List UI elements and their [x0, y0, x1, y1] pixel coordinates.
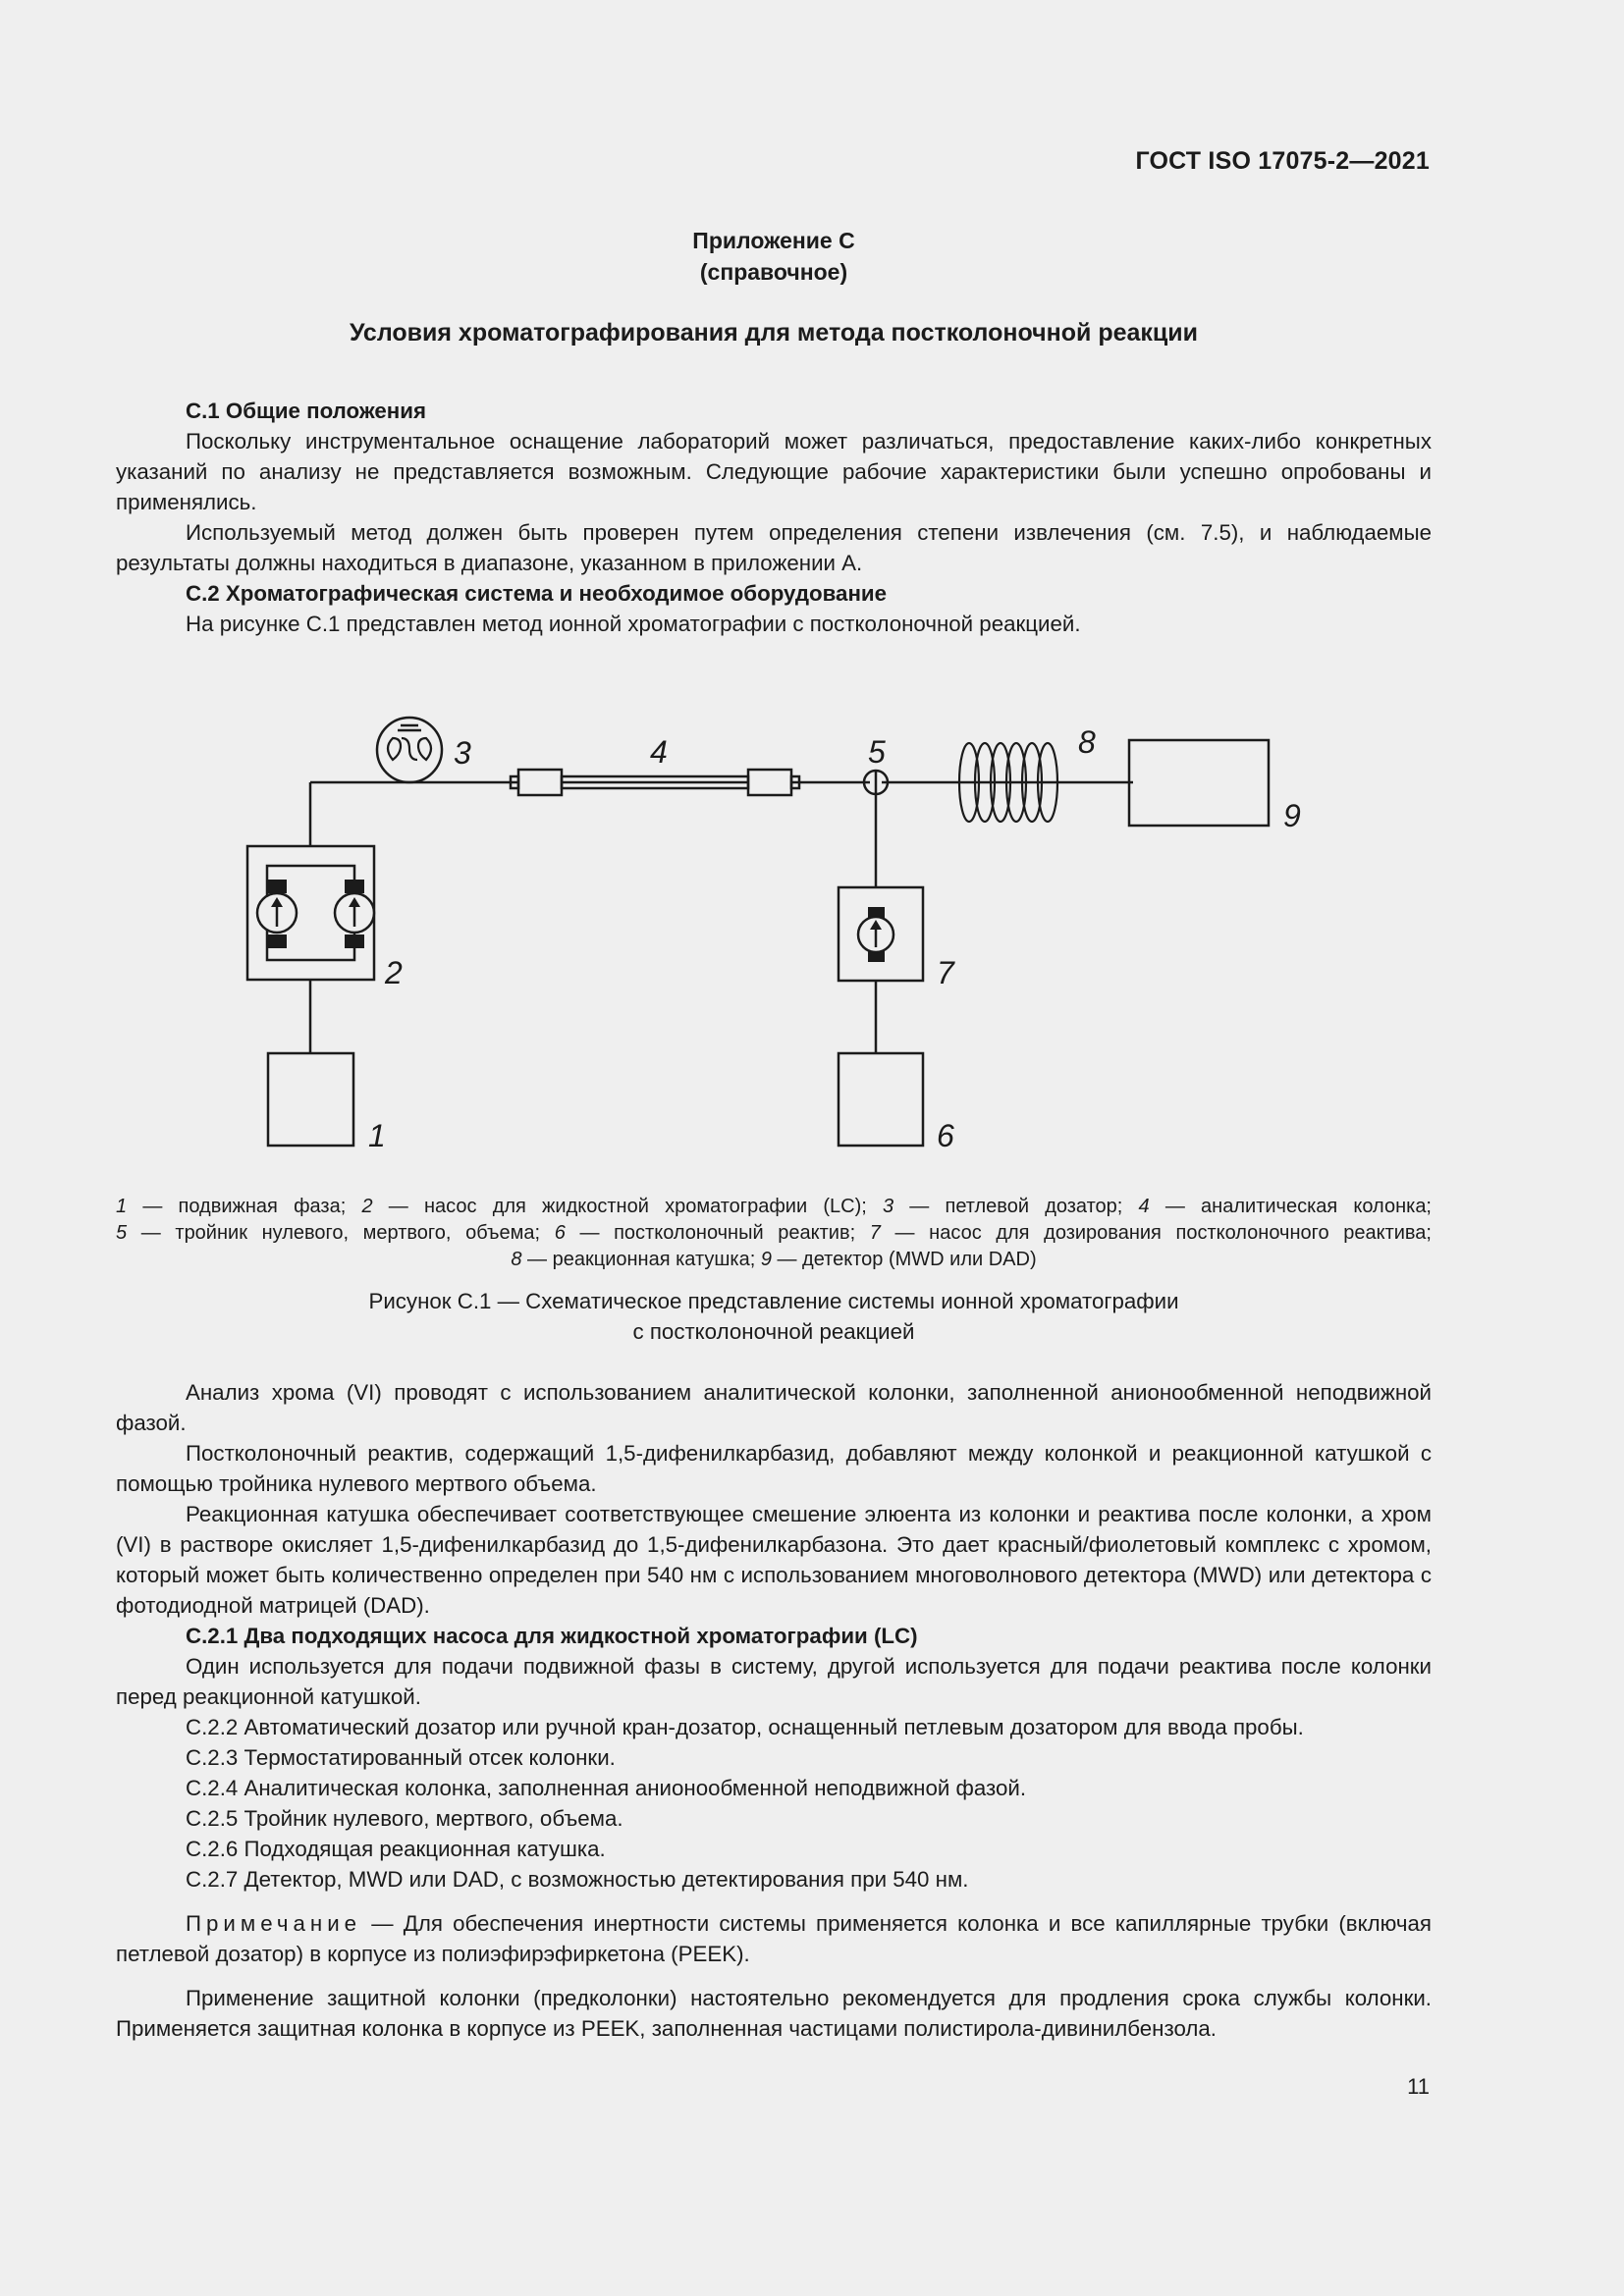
- label-2: 2: [385, 955, 403, 990]
- figure-caption: [116, 1286, 1432, 1347]
- label-4: 4: [650, 734, 668, 770]
- detector-box: [1129, 740, 1269, 826]
- list-item: С.2.3 Термостатированный отсек колонки.: [186, 1745, 616, 1770]
- list-item: С.2.7 Детектор, MWD или DAD, с возможностью детектирования при 540 нм.: [186, 1867, 969, 1892]
- label-6: 6: [937, 1118, 954, 1153]
- legend-line-3: 8 — реакционная катушка; 9 — детектор (MWD или DAD): [511, 1249, 1037, 1270]
- figure-legend: [116, 1194, 1432, 1273]
- label-5: 5: [868, 734, 886, 770]
- figure-caption-line-2: с постколоночной реакцией: [632, 1319, 915, 1344]
- annex-title: Приложение С: [692, 228, 855, 253]
- note-label: Примечание: [186, 1911, 362, 1936]
- section-c1: [116, 396, 1432, 639]
- page-number: 11: [1407, 2074, 1430, 2099]
- legend-line-2: 5 — тройник нулевого, мертвого, объема; 6 — постколоночный реактив; 7 — насос для дозирования постколоночного реактива;: [116, 1222, 1432, 1244]
- label-3: 3: [454, 735, 471, 771]
- section-c2-paragraph-1: На рисунке С.1 представлен метод ионной хроматографии с постколоночной реакцией.: [186, 612, 1081, 636]
- section-c1-paragraph-1: Поскольку инструментальное оснащение лабораторий может различаться, предоставление каких-либо конкретных указаний по анализу не представляется возможным. Следующие рабочие характеристики были успешно опробованы и применялись.: [116, 429, 1432, 514]
- note: [116, 1908, 1432, 1969]
- pump-head-left: [257, 880, 297, 948]
- postcolumn-reagent-box: [839, 1053, 923, 1146]
- list-item: С.2.6 Подходящая реакционная катушка.: [186, 1837, 606, 1861]
- label-7: 7: [937, 955, 954, 990]
- annex-subtitle: (справочное): [699, 259, 848, 285]
- list-item: С.2.2 Автоматический дозатор или ручной кран-дозатор, оснащенный петлевым дозатором для ввода пробы.: [186, 1715, 1304, 1739]
- ion-chromatography-schematic: [196, 687, 1424, 1158]
- document-code: ГОСТ ISO 17075-2—2021: [1135, 147, 1430, 175]
- pump-head-reagent: [858, 907, 893, 962]
- section-c1-paragraph-2: Используемый метод должен быть проверен путем определения степени извлечения (см. 7.5), и наблюдаемые результаты должны находиться в диапазоне, указанном в приложении А.: [116, 520, 1432, 575]
- list-item: С.2.4 Аналитическая колонка, заполненная анионообменной неподвижной фазой.: [186, 1776, 1027, 1800]
- label-9: 9: [1283, 798, 1301, 833]
- mobile-phase-box: [268, 1053, 353, 1146]
- list-item: С.2.5 Тройник нулевого, мертвого, объема.: [186, 1806, 623, 1831]
- body-paragraph-3: Реакционная катушка обеспечивает соответствующее смешение элюента из колонки и реактива после колонки, а хром (VI) в растворе окисляет 1,5-дифенилкарбазид до 1,5-дифенилкарбазона. Это дает красный/фиолетовый комплекс с хромом, который может быть количественно определен при 540 нм с использованием многоволнового детектора (MWD) или детектора с фотодиодной матрицей (DAD).: [116, 1502, 1432, 1618]
- section-c2-heading: С.2 Хроматографическая система и необходимое оборудование: [186, 581, 888, 606]
- body-paragraph-1: Анализ хрома (VI) проводят с использованием аналитической колонки, заполненной анионообменной неподвижной фазой.: [116, 1380, 1432, 1435]
- body-paragraph-2: Постколоночный реактив, содержащий 1,5-дифенилкарбазид, добавляют между колонкой и реакционной катушкой с помощью тройника нулевого мертвого объема.: [116, 1441, 1432, 1496]
- label-1: 1: [368, 1118, 386, 1153]
- label-8: 8: [1078, 724, 1096, 760]
- note-text: — Для обеспечения инертности системы применяется колонка и все капиллярные трубки (включая петлевой дозатор) в корпусе из полиэфирэфиркетона (PEEK).: [116, 1911, 1432, 1966]
- legend-line-1: 1 — подвижная фаза; 2 — насос для жидкостной хроматографии (LC); 3 — петлевой дозатор; 4 — аналитическая колонка;: [116, 1196, 1432, 1217]
- figure-caption-line-1: Рисунок С.1 — Схематическое представление системы ионной хроматографии: [368, 1289, 1179, 1313]
- section-c1-heading: С.1 Общие положения: [186, 399, 426, 423]
- body-text: [116, 1377, 1432, 2044]
- pump-head-right: [335, 880, 374, 948]
- final-paragraph: Применение защитной колонки (предколонки) настоятельно рекомендуется для продления срока службы колонки. Применяется защитная колонка в корпусе из PEEK, заполненная частицами полистирола-дивинилбензола.: [116, 1986, 1432, 2041]
- annex-heading: Условия хроматографирования для метода постколоночной реакции: [349, 319, 1199, 347]
- section-c21-heading: С.2.1 Два подходящих насоса для жидкостной хроматографии (LC): [186, 1624, 918, 1648]
- section-c21-paragraph: Один используется для подачи подвижной фазы в систему, другой используется для подачи реактива после колонки перед реакционной катушкой.: [116, 1654, 1432, 1709]
